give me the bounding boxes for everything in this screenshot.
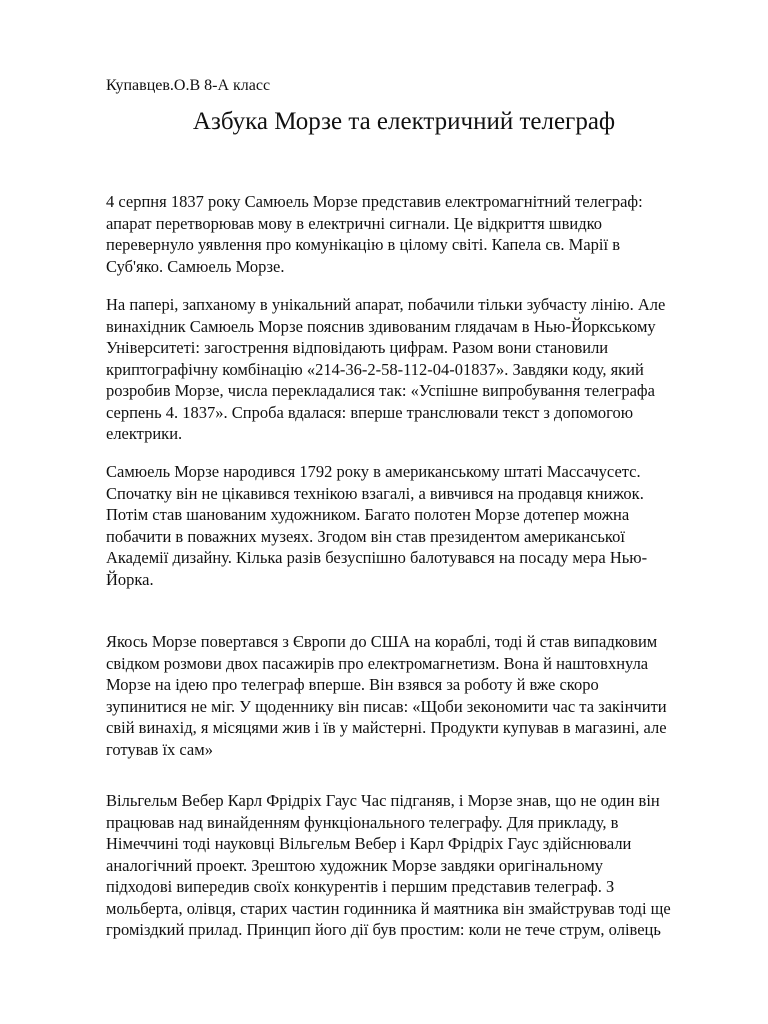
paragraph-1 xyxy=(106,191,706,277)
text-line: перевернуло уявлення про комунікацію в цілому світі. Капела св. Марії в xyxy=(106,235,621,254)
text-line: свідком розмови двох пасажирів про електромагнетизм. Вона й наштовхнула xyxy=(106,653,649,673)
text-line: розробив Морзе, числа перекладалися так: «Успішне випробування телеграфа xyxy=(106,381,655,400)
document-title: Азбука Морзе та електричний телеграф xyxy=(192,108,616,135)
text-line: Німеччині тоді науковці Вільгельм Вебер і Карл Фрідріх Гаус здійснювали xyxy=(106,834,632,853)
text-line: 4 серпня 1837 року Самюель Морзе представив електромагнітний телеграф: xyxy=(106,192,643,211)
text-line: підходові випередив своїх конкурентів і першим представив телеграф. З xyxy=(106,877,615,896)
text-line: Самюель Морзе народився 1792 року в американському штаті Массачусетс. xyxy=(106,462,641,481)
text-line: Вільгельм Вебер Карл Фрідріх Гаус Час підганяв, і Морзе знав, що не один він xyxy=(106,791,660,810)
text-line: Потім став шанованим художником. Багато полотен Морзе дотепер можна xyxy=(106,505,630,524)
text-line: зупинитися не міг. У щоденнику він писав: «Щоби зекономити час та закінчити xyxy=(106,696,667,716)
text-line: аналогічний проект. Зрештою художник Морзе завдяки оригінальному xyxy=(106,855,604,875)
text-line: свій винахід, я місяцями жив і їв у майстерні. Продукти купував в магазині, але xyxy=(106,718,667,737)
paragraph-4 xyxy=(106,631,706,760)
text-line: винахідник Самюель Морзе пояснив здивованим глядачам в Нью-Йоркському xyxy=(106,316,656,336)
text-line: громіздкий прилад. Принцип його дії був простим: коли не тече струм, олівець xyxy=(106,920,661,939)
text-line: Морзе на ідею про телеграф вперше. Він взявся за роботу й вже скоро xyxy=(106,675,599,694)
text-line: Йорка. xyxy=(106,569,154,589)
text-line: Академії дизайну. Кілька разів безуспішно балотувався на посаду мера Нью- xyxy=(106,548,648,567)
text-line: Університеті: загострення відповідають цифрам. Разом вони становили xyxy=(106,338,609,357)
paragraph-2 xyxy=(106,294,706,445)
text-line: побачити в поважних музеях. Згодом він став президентом американської xyxy=(106,526,625,546)
text-line: серпень 4. 1837». Спроба вдалася: вперше транслювали текст з допомогою xyxy=(106,402,634,422)
text-line: На папері, запханому в унікальний апарат, побачили тільки зубчасту лінію. Але xyxy=(106,295,666,314)
text-line: Суб'яко. Самюель Морзе. xyxy=(106,256,285,276)
text-line: Якось Морзе повертався з Європи до США на кораблі, тоді й став випадковим xyxy=(106,632,658,651)
text-line: апарат перетворював мову в електричні сигнали. Це відкриття швидко xyxy=(106,213,603,233)
text-line: криптографічну комбінацію «214-36-2-58-112-04-01837». Завдяки коду, який xyxy=(106,359,644,379)
text-line: працював над винайденням функціонального телеграфу. Для прикладу, в xyxy=(106,812,619,832)
text-line: Спочатку він не цікавився технікою взагалі, а вивчився на продавця книжок. xyxy=(106,483,644,503)
text-line: готував їх сам» xyxy=(106,739,213,759)
text-line: електрики. xyxy=(106,424,183,443)
paragraph-5 xyxy=(106,790,706,941)
text-line: мольберта, олівця, старих частин годинника й маятника він змайстрував тоді ще xyxy=(106,898,671,918)
paragraph-3 xyxy=(106,461,706,590)
author-line: Купавцев.О.В 8-А класс xyxy=(106,77,271,94)
